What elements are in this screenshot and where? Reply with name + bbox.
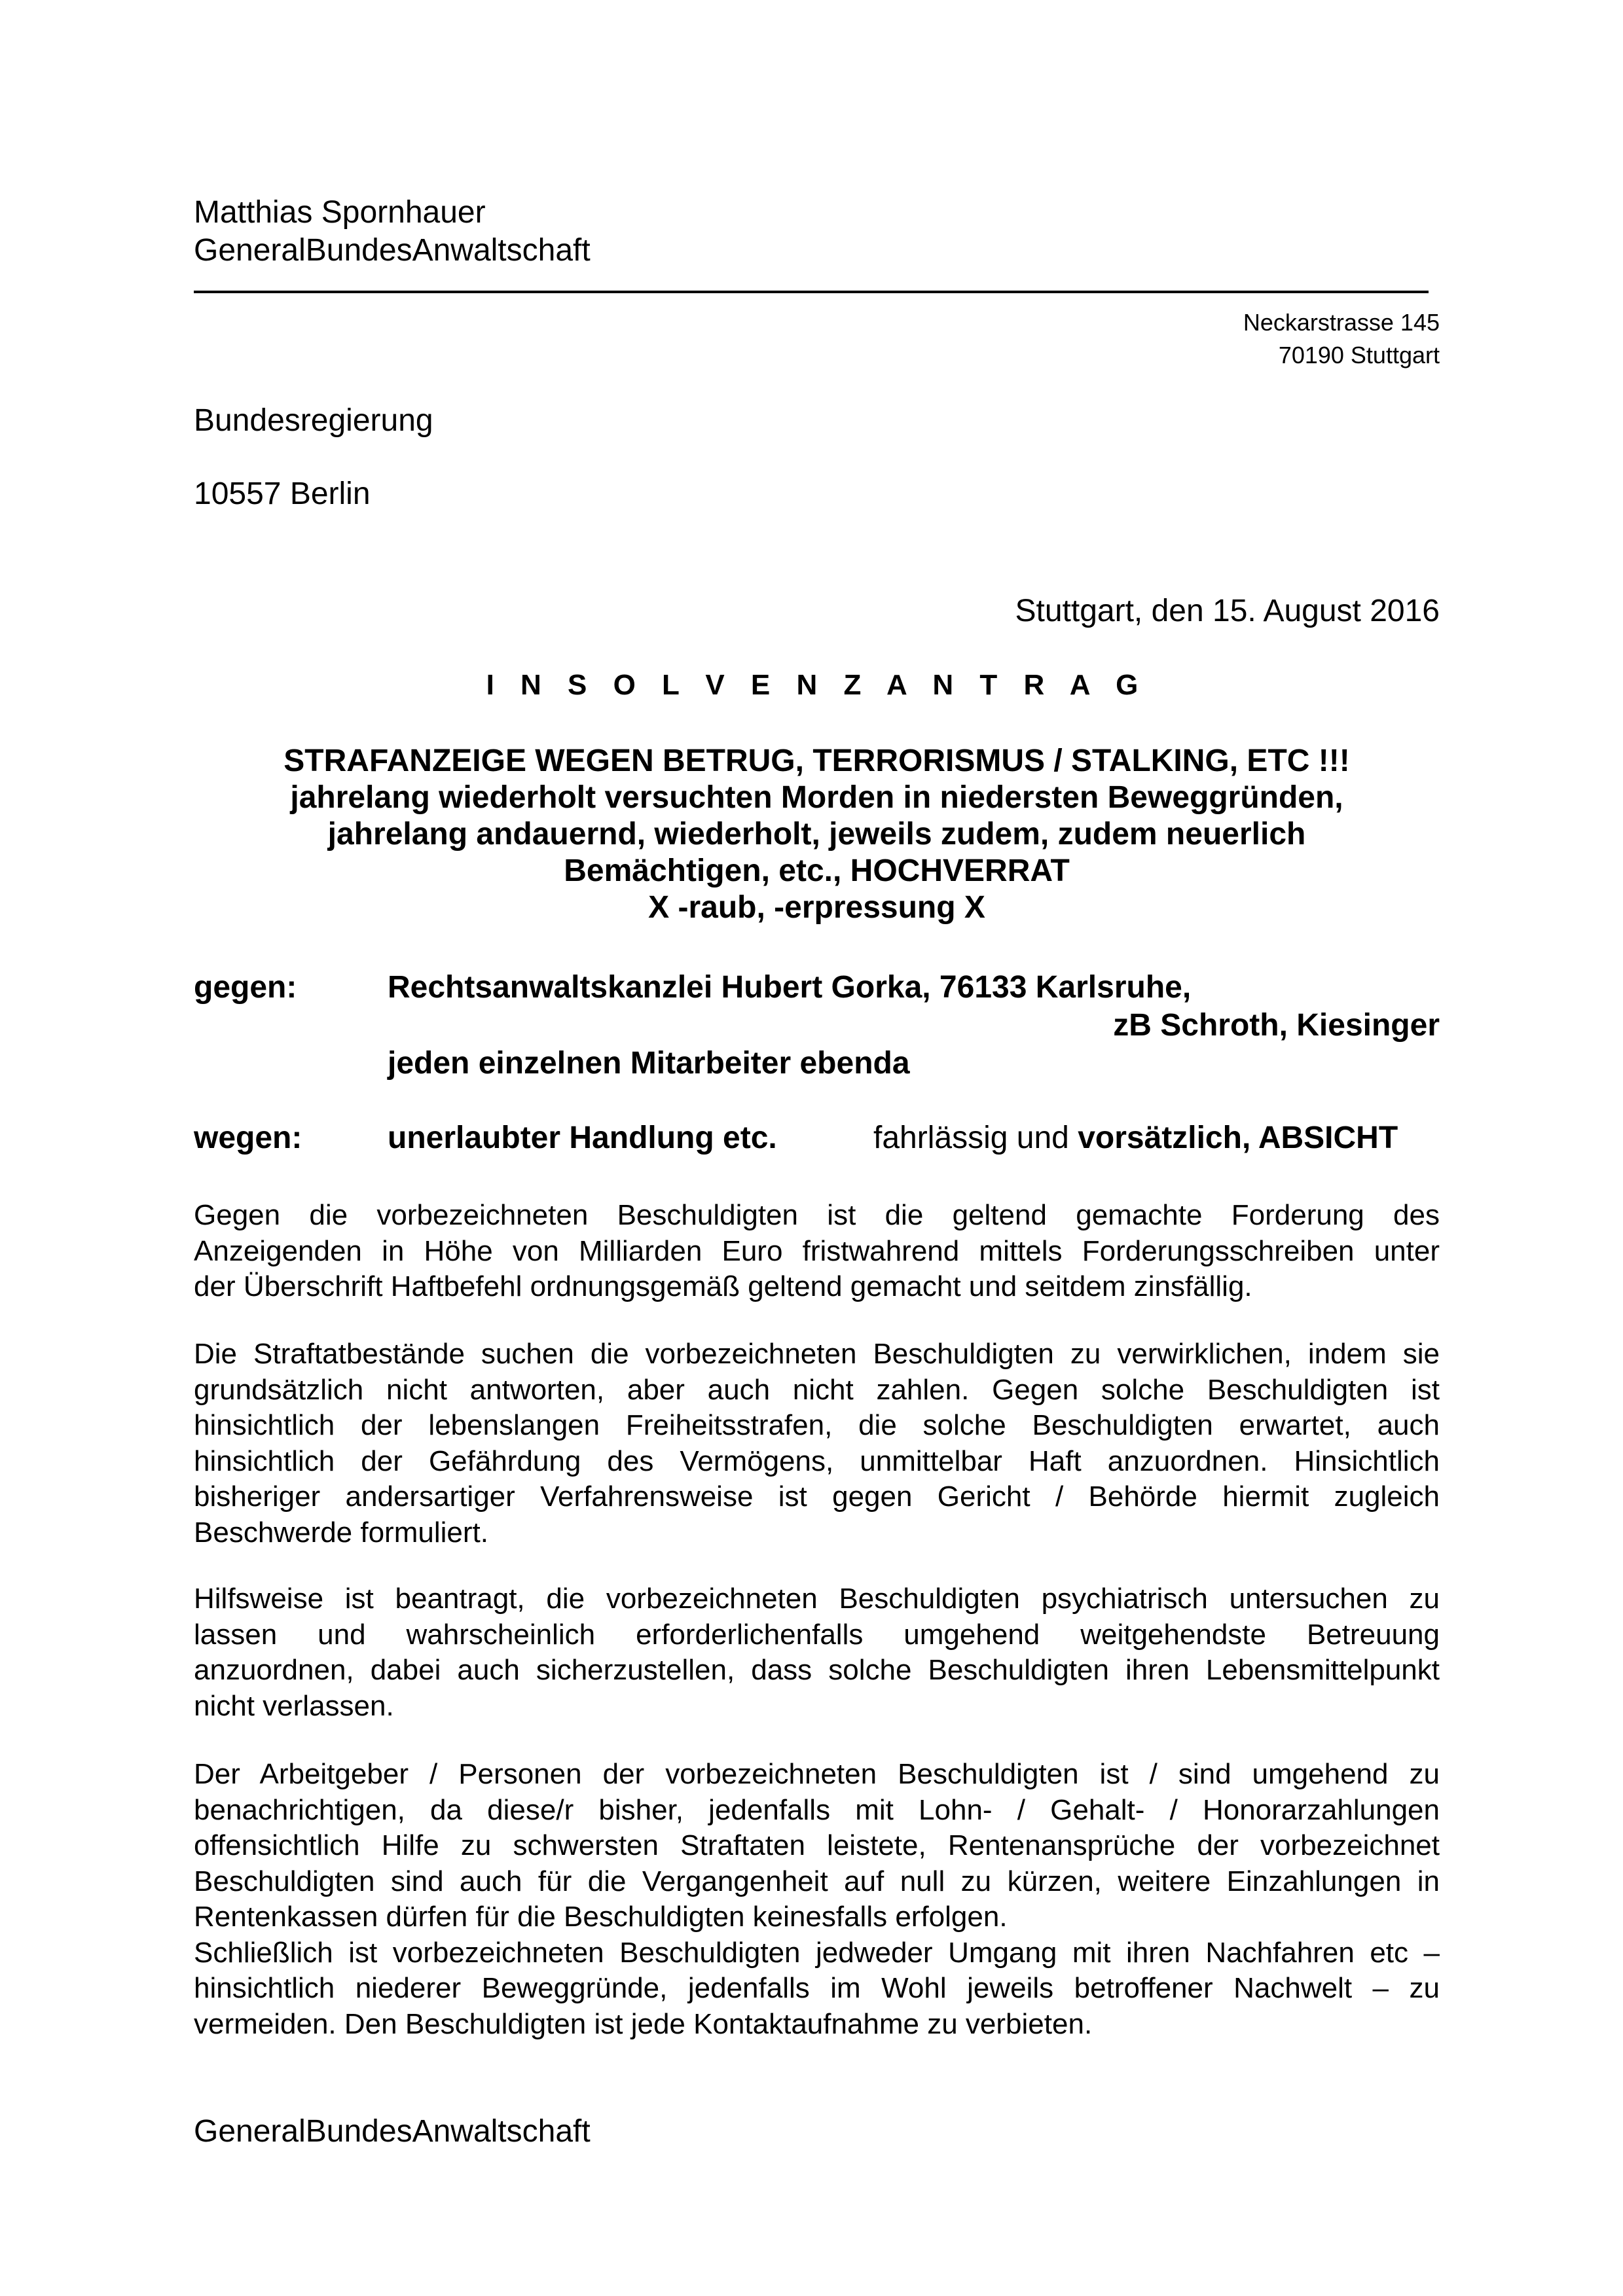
subject-line: jahrelang andauernd, wiederholt, jeweils zudem, zudem neuerlich [327, 817, 1306, 852]
because-intent [873, 1119, 1398, 1157]
paragraph-1 [194, 1198, 1440, 1305]
paragraph-line: hinsichtlich der lebenslangen Freiheitsstrafen, die solche Beschuldigten erwartet, auch [194, 1409, 1440, 1441]
paragraph-3 [194, 1581, 1440, 1724]
return-city: 70190 Stuttgart [1278, 342, 1440, 368]
subject-line: Bemächtigen, etc., HOCHVERRAT [564, 853, 1070, 888]
paragraph-line: anzuordnen, dabei auch sicherzustellen, dass solche Beschuldigten ihren Lebensmittelpunkt [194, 1654, 1440, 1686]
paragraph-line: Schließlich ist vorbezeichneten Beschuldigten jedweder Umgang mit ihren Nachfahren etc – [194, 1936, 1440, 1969]
paragraph-line: lassen und wahrscheinlich erforderlichenfalls umgehend weitgehendste Betreuung [194, 1618, 1440, 1651]
paragraph-line: hinsichtlich der Gefährdung des Vermögens, unmittelbar Haft anzuordnen. Hinsichtlich [194, 1444, 1440, 1477]
paragraph-line: Hilfsweise ist beantragt, die vorbezeichneten Beschuldigten psychiatrisch untersuchen zu [194, 1583, 1440, 1615]
paragraph-line: Beschwerde formuliert. [194, 1516, 488, 1549]
against-row-3 [194, 1045, 1440, 1083]
paragraph-line: Die Straftatbestände suchen die vorbezeichneten Beschuldigten zu verwirklichen, indem sie [194, 1338, 1440, 1370]
paragraph-line: Beschuldigten sind auch für die Vergangenheit auf null zu kürzen, weitere Einzahlungen in [194, 1865, 1440, 1897]
header-divider [194, 291, 1429, 293]
because-intent-normal: fahrlässig und [873, 1121, 1078, 1155]
subject-line: STRAFANZEIGE WEGEN BETRUG, TERRORISMUS / STALKING, ETC !!! [283, 744, 1350, 778]
footer-signature: GeneralBundesAnwaltschaft [194, 2114, 591, 2149]
sender-org: GeneralBundesAnwaltschaft [194, 233, 591, 268]
paragraph-line: bisheriger andersartiger Verfahrensweise ist gegen Gericht / Behörde hiermit zugleich [194, 1480, 1440, 1513]
return-street: Neckarstrasse 145 [1243, 309, 1440, 336]
because-label: wegen: [194, 1121, 302, 1155]
paragraph-line: nicht verlassen. [194, 1689, 394, 1722]
recipient-name: Bundesregierung [194, 403, 433, 438]
because-value: unerlaubter Handlung etc. [388, 1121, 777, 1155]
because-row [194, 1119, 1440, 1157]
paragraph-line: offensichtlich Hilfe zu schwersten Straftaten leistete, Rentenansprüche der vorbezeichnet [194, 1829, 1440, 1861]
against-label: gegen: [194, 970, 297, 1005]
paragraph-line: Anzeigenden in Höhe von Milliarden Euro fristwahrend mittels Forderungsschreiben unter [194, 1234, 1440, 1267]
document-title: I N S O L V E N Z A N T R A G [486, 669, 1148, 701]
subject-block [194, 743, 1440, 926]
paragraph-2 [194, 1336, 1440, 1551]
paragraph-4 [194, 1757, 1440, 2042]
against-line-1: Rechtsanwaltskanzlei Hubert Gorka, 76133 Karlsruhe, [388, 970, 1192, 1005]
sender-block [194, 194, 591, 270]
paragraph-line: vermeiden. Den Beschuldigten ist jede Kontaktaufnahme zu verbieten. [194, 2007, 1093, 2040]
date-line: Stuttgart, den 15. August 2016 [1015, 594, 1440, 628]
because-intent-bold: vorsätzlich, ABSICHT [1078, 1121, 1398, 1155]
subject-line: X -raub, -erpressung X [648, 890, 985, 925]
sender-name: Matthias Spornhauer [194, 195, 486, 230]
paragraph-line: Der Arbeitgeber / Personen der vorbezeichneten Beschuldigten ist / sind umgehend zu [194, 1758, 1440, 1790]
recipient-city: 10557 Berlin [194, 476, 371, 511]
against-row [194, 969, 1440, 1007]
return-address [1243, 306, 1440, 372]
subject-line: jahrelang wiederholt versuchten Morden in niedersten Beweggründen, [290, 780, 1343, 815]
paragraph-line: Gegen die vorbezeichneten Beschuldigten ist die geltend gemachte Forderung des [194, 1199, 1440, 1231]
paragraph-line: benachrichtigen, da diese/r bisher, jedenfalls mit Lohn- / Gehalt- / Honorarzahlungen [194, 1793, 1440, 1826]
against-row-2 [194, 1007, 1440, 1045]
paragraph-line: der Überschrift Haftbefehl ordnungsgemäß geltend gemacht und seitdem zinsfällig. [194, 1270, 1252, 1302]
against-line-3: jeden einzelnen Mitarbeiter ebenda [388, 1046, 910, 1081]
letter-page [194, 0, 1440, 2296]
paragraph-line: hinsichtlich niederer Beweggründe, jedenfalls im Wohl jeweils betroffener Nachwelt – zu [194, 1972, 1440, 2004]
paragraph-line: Rentenkassen dürfen für die Beschuldigten keinesfalls erfolgen. [194, 1901, 1008, 1933]
paragraph-line: grundsätzlich nicht antworten, aber auch nicht zahlen. Gegen solche Beschuldigten ist [194, 1373, 1440, 1406]
against-line-2: zB Schroth, Kiesinger [1113, 1008, 1440, 1043]
